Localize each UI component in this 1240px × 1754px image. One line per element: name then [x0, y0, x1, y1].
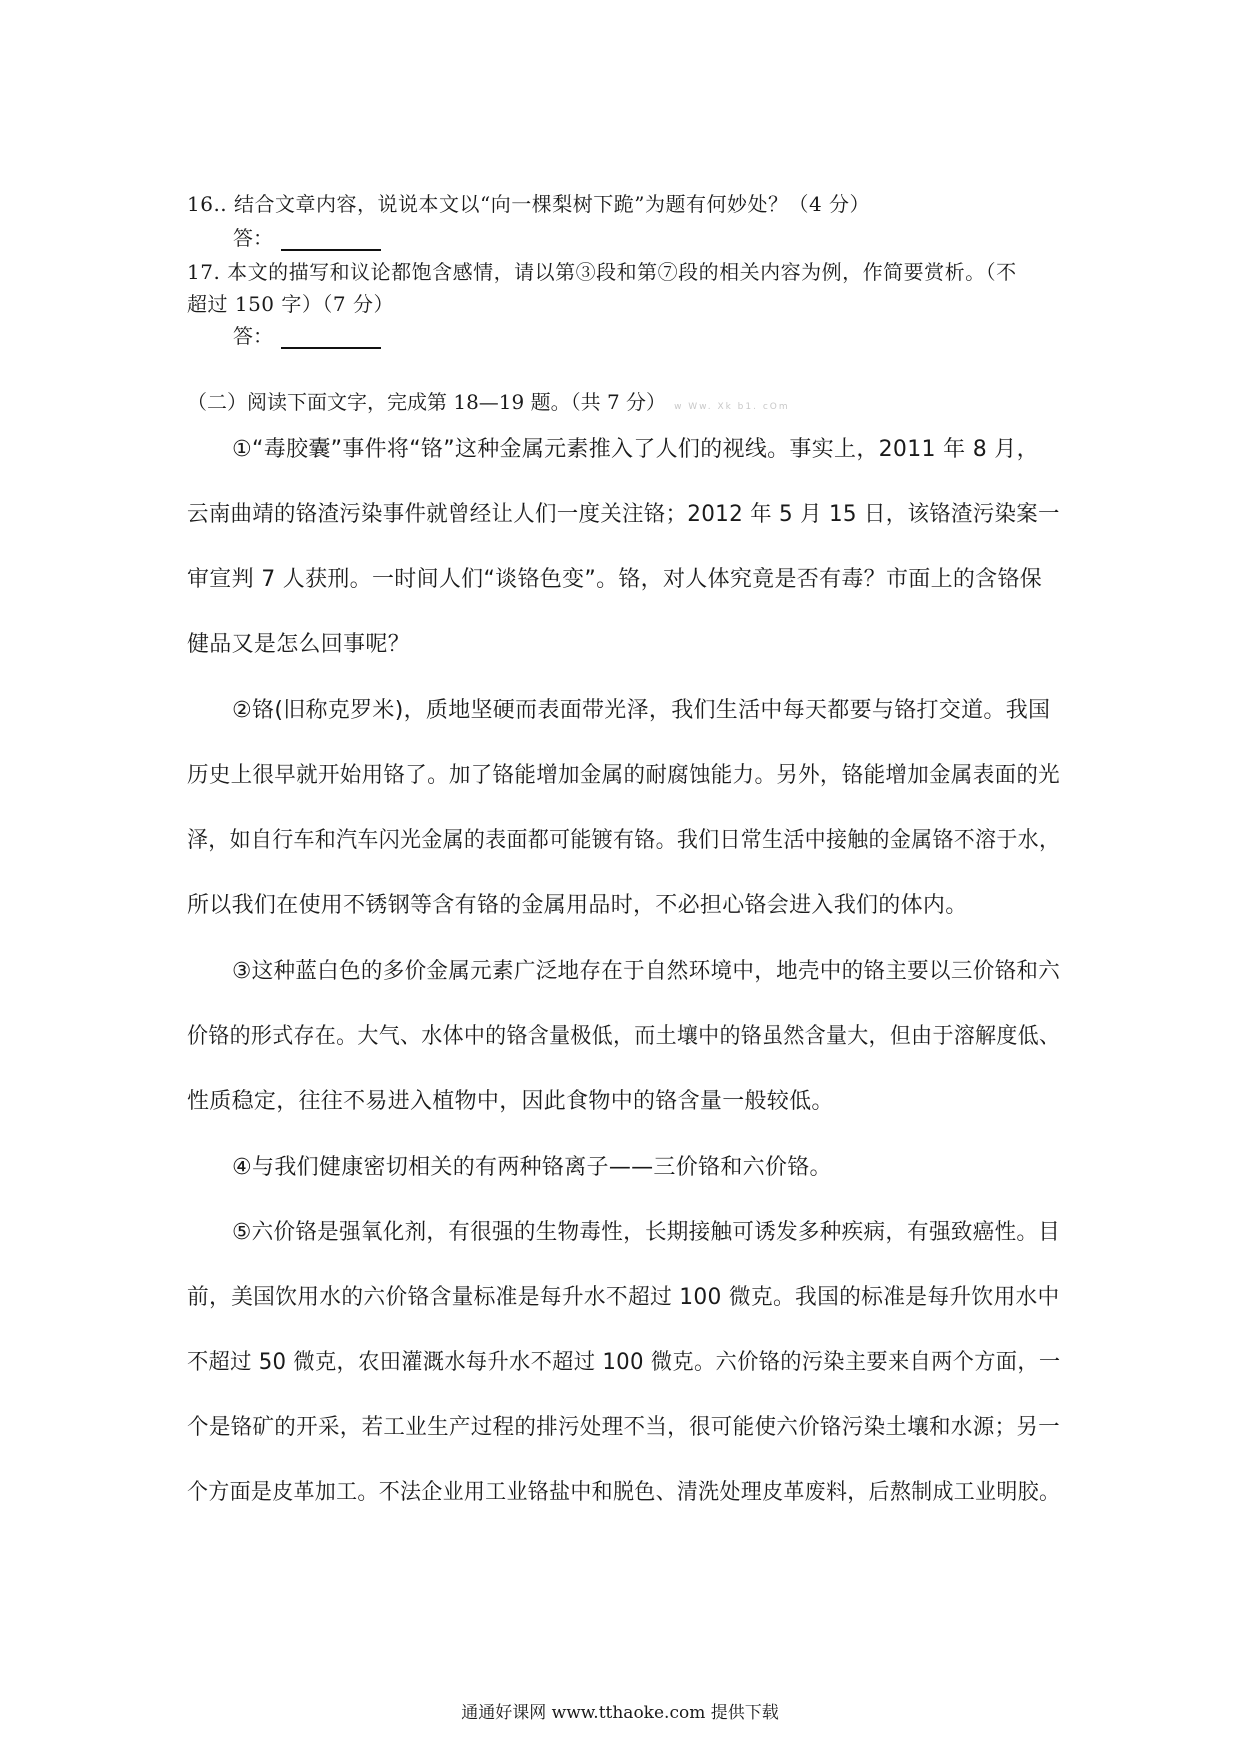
paragraph-5-line-2: 前，美国饮用水的六价铬含量标准是每升水不超过 100 微克。我国的标准是每升饮用水中 [187, 1285, 1060, 1310]
question-16: 16.. 结合文章内容，说说本文以“向一棵梨树下跪”为题有何妙处？（4 分） [187, 192, 871, 216]
paragraph-1-line-1: ①“毒胶囊”事件将“铬”这种金属元素推入了人们的视线。事实上，2011 年 8 月， [232, 437, 1039, 462]
page-footer: 通通好课网 www.tthaoke.com 提供下载 [461, 1703, 779, 1723]
watermark-text: w Ww. Xk b1. cOm [674, 402, 790, 412]
paragraph-2-line-2: 历史上很早就开始用铬了。加了铬能增加金属的耐腐蚀能力。另外，铬能增加金属表面的光 [187, 763, 1061, 788]
paragraph-1-line-4: 健品又是怎么回事呢？ [187, 632, 411, 657]
question-16-answer [233, 222, 381, 251]
answer-blank[interactable] [281, 325, 381, 349]
paragraph-1-line-3: 审宣判 7 人获刑。一时间人们“谈铬色变”。铬，对人体究竟是否有毒？市面上的含铬保 [187, 567, 1043, 592]
question-17-answer [233, 320, 381, 349]
paragraph-5-line-1: ⑤六价铬是强氧化剂，有很强的生物毒性，长期接触可诱发多种疾病，有强致癌性。目 [232, 1220, 1061, 1245]
section-heading-text: （二）阅读下面文字，完成第 18—19 题。（共 7 分） [187, 390, 667, 414]
section-heading [187, 386, 790, 415]
paragraph-2-line-3: 泽，如自行车和汽车闪光金属的表面都可能镀有铬。我们日常生活中接触的金属铬不溶于水， [187, 828, 1061, 853]
paragraph-5-line-5: 个方面是皮革加工。不法企业用工业铬盐中和脱色、清洗处理皮革废料，后熬制成工业明胶。 [187, 1480, 1061, 1505]
paragraph-3-line-3: 性质稳定，往往不易进入植物中，因此食物中的铬含量一般较低。 [187, 1089, 834, 1114]
question-17-line-1: 17. 本文的描写和议论都饱含感情，请以第③段和第⑦段的相关内容为例，作简要赏析。（不 [187, 260, 1017, 284]
answer-label: 答： [233, 226, 273, 250]
question-17-line-2: 超过 150 字）（7 分） [187, 292, 394, 316]
paragraph-4-line-1: ④与我们健康密切相关的有两种铬离子——三价铬和六价铬。 [232, 1155, 832, 1180]
paragraph-1-line-2: 云南曲靖的铬渣污染事件就曾经让人们一度关注铬；2012 年 5 月 15 日，该铬渣污染案一 [187, 502, 1060, 527]
paragraph-5-line-3: 不超过 50 微克，农田灌溉水每升水不超过 100 微克。六价铬的污染主要来自两个方面，一 [187, 1350, 1061, 1375]
paragraph-3-line-1: ③这种蓝白色的多价金属元素广泛地存在于自然环境中，地壳中的铬主要以三价铬和六 [232, 959, 1061, 984]
answer-label: 答： [233, 324, 273, 348]
paragraph-5-line-4: 个是铬矿的开采，若工业生产过程的排污处理不当，很可能使六价铬污染土壤和水源；另一 [187, 1415, 1061, 1440]
paragraph-2-line-4: 所以我们在使用不锈钢等含有铬的金属用品时，不必担心铬会进入我们的体内。 [187, 893, 968, 918]
paragraph-2-line-1: ②铬(旧称克罗米)，质地坚硬而表面带光泽，我们生活中每天都要与铬打交道。我国 [232, 698, 1051, 723]
answer-blank[interactable] [281, 227, 381, 251]
paragraph-3-line-2: 价铬的形式存在。大气、水体中的铬含量极低，而土壤中的铬虽然含量大，但由于溶解度低、 [187, 1024, 1061, 1049]
